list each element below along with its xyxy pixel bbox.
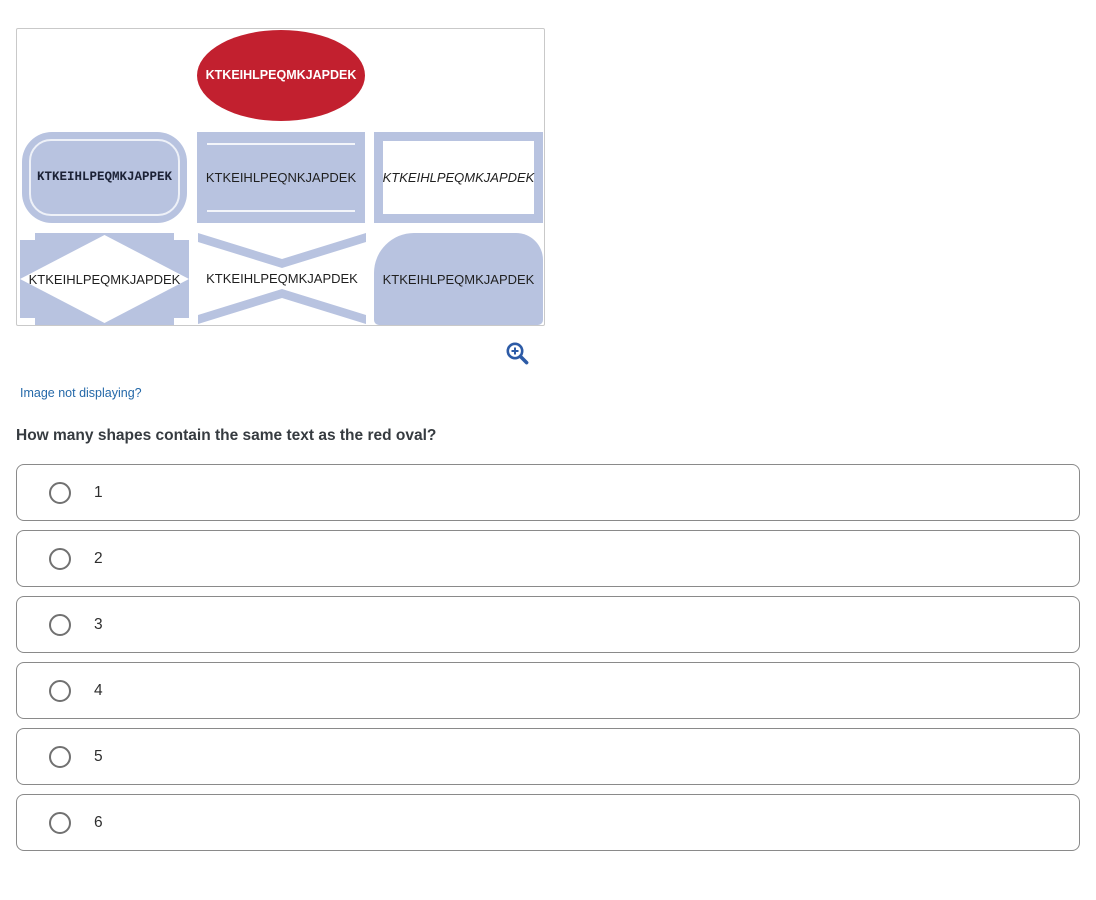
shape-red-oval	[197, 30, 365, 121]
option-label: 1	[94, 483, 103, 501]
radio-button[interactable]	[49, 746, 71, 768]
option-label: 5	[94, 747, 103, 765]
shape-rounded-rectangle	[22, 132, 187, 223]
question-text: How many shapes contain the same text as the red oval?	[16, 427, 437, 444]
stimulus-image-panel	[16, 28, 545, 326]
answer-option-6[interactable]	[16, 794, 1080, 851]
shape-bowtie	[198, 233, 366, 324]
bordered-rectangle-text: KTKEIHLPEQMKJAPDEK	[382, 170, 535, 185]
rounded-rectangle-text: KTKEIHLPEQMKJAPPEK	[36, 170, 173, 185]
lined-rectangle-text: KTKEIHLPEQNKJAPDEK	[205, 170, 357, 185]
answer-option-3[interactable]	[16, 596, 1080, 653]
bowtie-text: KTKEIHLPEQMKJAPDEK	[206, 271, 358, 286]
option-label: 6	[94, 813, 103, 831]
zoom-image-button[interactable]	[504, 340, 532, 368]
answer-option-2[interactable]	[16, 530, 1080, 587]
radio-button[interactable]	[49, 614, 71, 636]
lined-rectangle-top-line	[207, 143, 355, 145]
option-label: 3	[94, 615, 103, 633]
answer-option-1[interactable]	[16, 464, 1080, 521]
shape-lined-rectangle	[197, 132, 365, 223]
shape-diamond	[20, 233, 189, 325]
image-not-displaying-link[interactable]: Image not displaying?	[20, 386, 142, 400]
radio-button[interactable]	[49, 548, 71, 570]
answer-option-4[interactable]	[16, 662, 1080, 719]
shape-bordered-rectangle	[374, 132, 543, 223]
radio-button[interactable]	[49, 812, 71, 834]
arch-text: KTKEIHLPEQMKJAPDEK	[382, 271, 535, 287]
red-oval-text: KTKEIHLPEQMKJAPDEK	[205, 68, 357, 83]
radio-button[interactable]	[49, 680, 71, 702]
lined-rectangle-bottom-line	[207, 210, 355, 212]
answer-option-5[interactable]	[16, 728, 1080, 785]
radio-button[interactable]	[49, 482, 71, 504]
option-label: 4	[94, 681, 103, 699]
magnifier-plus-icon	[504, 340, 532, 368]
diamond-text: KTKEIHLPEQMKJAPDEK	[28, 271, 181, 287]
shape-arch	[374, 233, 543, 325]
option-label: 2	[94, 549, 103, 567]
